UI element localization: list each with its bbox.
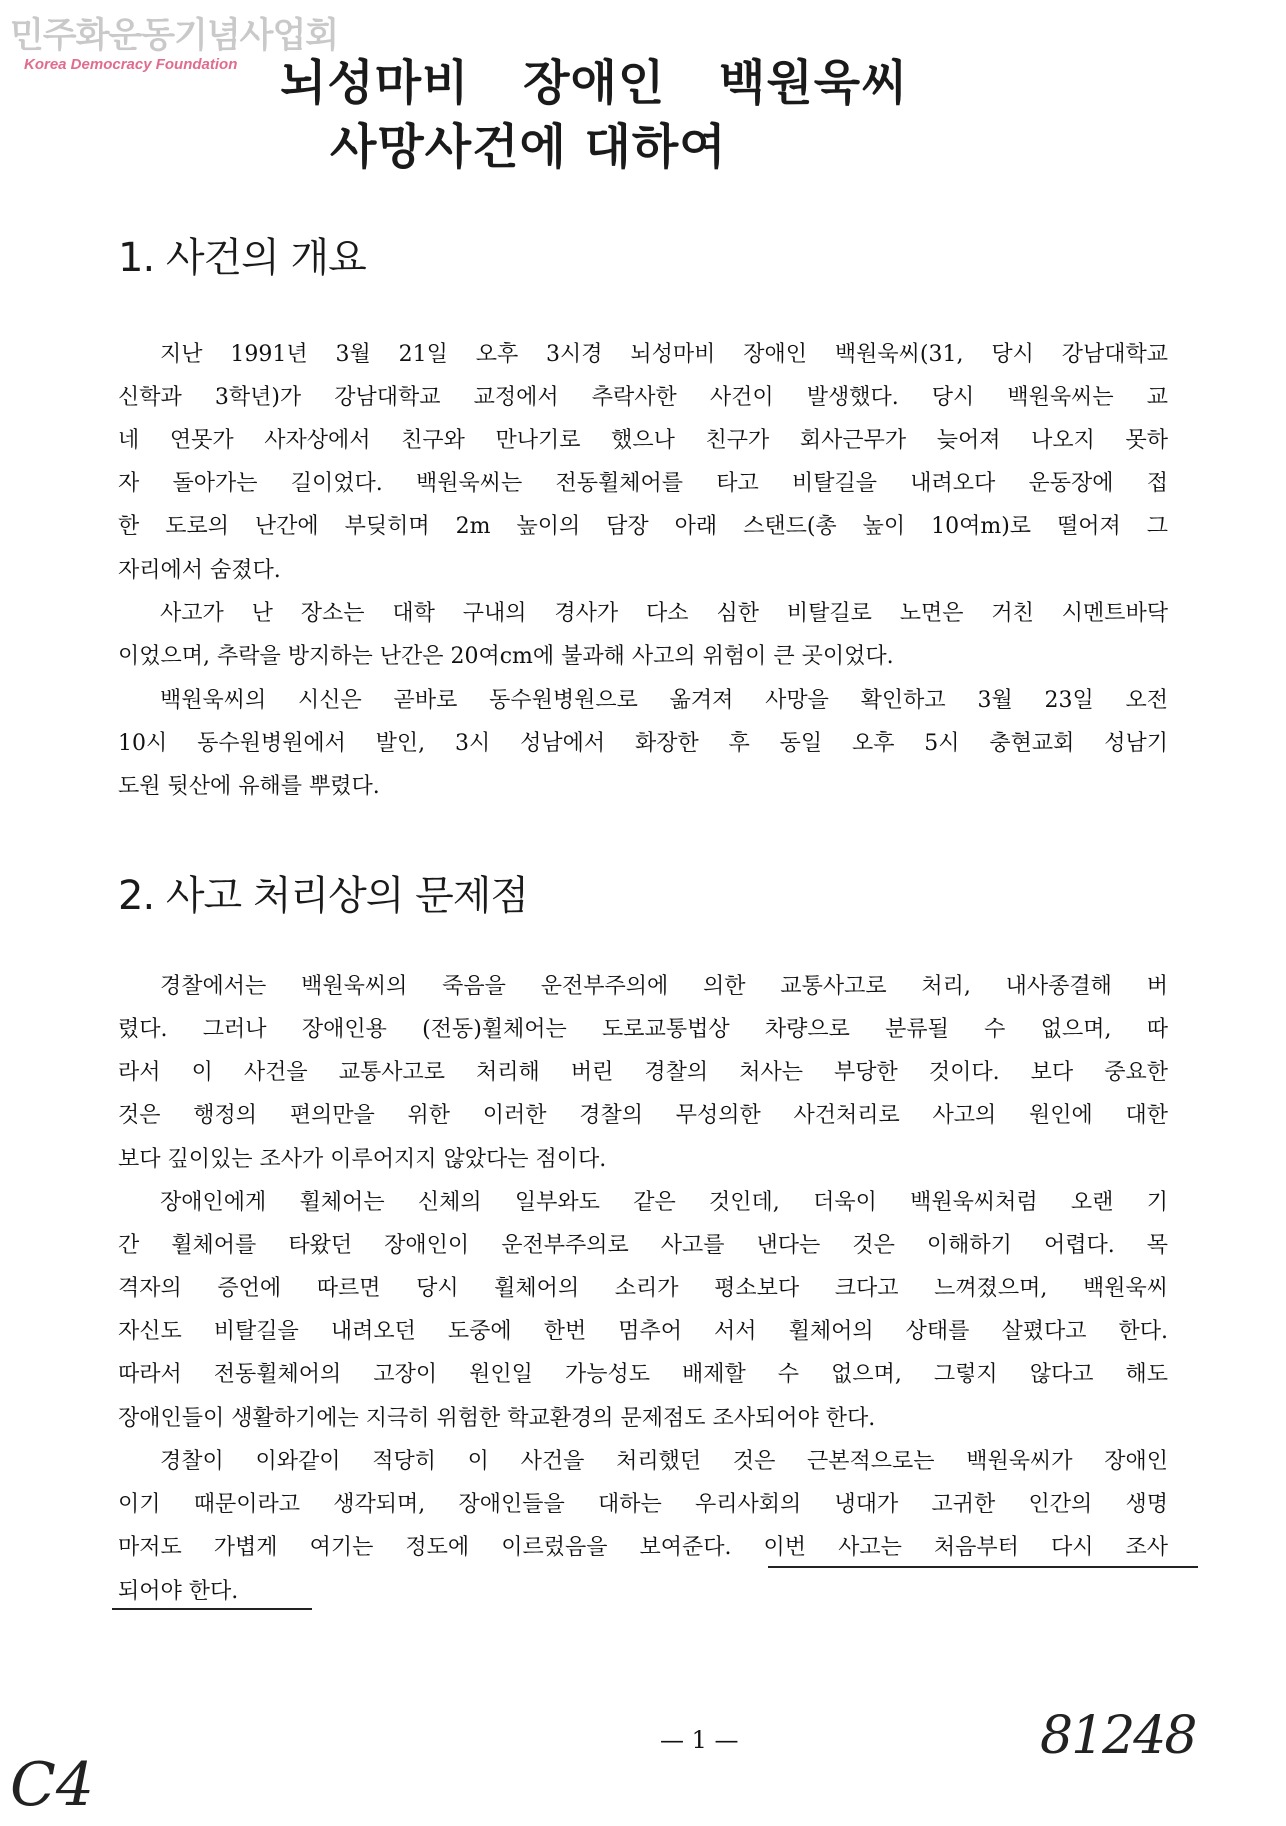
paragraph-line: 자 돌아가는 길이었다. 백원욱씨는 전동휠체어를 타고 비탈길을 내려오다 운동장에 접 xyxy=(118,471,1168,496)
paragraph-line: 보다 깊이있는 조사가 이루어지지 않았다는 점이다. xyxy=(118,1147,607,1172)
document-title-line-1: 뇌성마비 장애인 백원욱씨 xyxy=(280,55,909,111)
paragraph-line: 장애인에게 휠체어는 신체의 일부와도 같은 것인데, 더욱이 백원욱씨처럼 오랜 기 xyxy=(160,1190,1168,1215)
paragraph-line: 경찰에서는 백원욱씨의 죽음을 운전부주의에 의한 교통사고로 처리, 내사종결해 버 xyxy=(160,974,1168,999)
watermark-korean: 민주화운동기념사업회 xyxy=(10,16,339,56)
handwritten-document-code: 81248 xyxy=(1040,1706,1196,1766)
section-1-heading: 1. 사건의 개요 xyxy=(118,235,366,281)
paragraph-line: 것은 행정의 편의만을 위한 이러한 경찰의 무성의한 사건처리로 사고의 원인에 대한 xyxy=(118,1103,1168,1128)
section-2-heading: 2. 사고 처리상의 문제점 xyxy=(118,873,529,919)
paragraph-line: 경찰이 이와같이 적당히 이 사건을 처리했던 것은 근본적으로는 백원욱씨가 장애인 xyxy=(160,1449,1168,1474)
paragraph-line: 네 연못가 사자상에서 친구와 만나기로 했으나 친구가 회사근무가 늦어져 나오지 못하 xyxy=(118,428,1168,453)
handwritten-corner-mark: C4 xyxy=(10,1750,95,1820)
handwritten-underline xyxy=(112,1608,312,1610)
page-number: — 1 — xyxy=(660,1726,739,1754)
paragraph-line: 격자의 증언에 따르면 당시 휠체어의 소리가 평소보다 크다고 느껴졌으며, 백원욱씨 xyxy=(118,1276,1168,1301)
document-title-line-2: 사망사건에 대하여 xyxy=(330,119,727,175)
paragraph-line: 자리에서 숨졌다. xyxy=(118,558,281,583)
paragraph-line: 사고가 난 장소는 대학 구내의 경사가 다소 심한 비탈길로 노면은 거친 시멘트바닥 xyxy=(160,601,1168,626)
paragraph-line: 한 도로의 난간에 부딪히며 2m 높이의 담장 아래 스탠드(총 높이 10여m)로 떨어져 그 xyxy=(118,514,1168,539)
paragraph-line: 장애인들이 생활하기에는 지극히 위험한 학교환경의 문제점도 조사되어야 한다. xyxy=(118,1406,876,1431)
paragraph-line: 이었으며, 추락을 방지하는 난간은 20여cm에 불과해 사고의 위험이 큰 곳이었다. xyxy=(118,644,894,669)
paragraph-line: 10시 동수원병원에서 발인, 3시 성남에서 화장한 후 동일 오후 5시 충현교회 성남기 xyxy=(118,731,1168,756)
paragraph-line: 도원 뒷산에 유해를 뿌렸다. xyxy=(118,774,380,799)
watermark-english: Korea Democracy Foundation xyxy=(24,56,238,73)
paragraph-line: 되어야 한다. xyxy=(118,1579,239,1604)
paragraph-line: 라서 이 사건을 교통사고로 처리해 버린 경찰의 처사는 부당한 것이다. 보다 중요한 xyxy=(118,1060,1168,1085)
paragraph-line: 렸다. 그러나 장애인용 (전동)휠체어는 도로교통법상 차량으로 분류될 수 없으며, 따 xyxy=(118,1017,1168,1042)
paragraph-line: 신학과 3학년)가 강남대학교 교정에서 추락사한 사건이 발생했다. 당시 백원욱씨는 교 xyxy=(118,385,1168,410)
paragraph-line: 따라서 전동휠체어의 고장이 원인일 가능성도 배제할 수 없으며, 그렇지 않다고 해도 xyxy=(118,1362,1168,1387)
paragraph-line: 간 휠체어를 타왔던 장애인이 운전부주의로 사고를 낸다는 것은 이해하기 어렵다. 목 xyxy=(118,1233,1168,1258)
paragraph-line: 자신도 비탈길을 내려오던 도중에 한번 멈추어 서서 휠체어의 상태를 살폈다고 한다. xyxy=(118,1319,1168,1344)
paragraph-line: 마저도 가볍게 여기는 정도에 이르렀음을 보여준다. 이번 사고는 처음부터 다시 조사 xyxy=(118,1535,1168,1560)
paragraph-line: 백원욱씨의 시신은 곧바로 동수원병원으로 옮겨져 사망을 확인하고 3월 23일 오전 xyxy=(160,688,1168,713)
paragraph-line: 지난 1991년 3월 21일 오후 3시경 뇌성마비 장애인 백원욱씨(31, 당시 강남대학교 xyxy=(160,342,1168,367)
paragraph-line: 이기 때문이라고 생각되며, 장애인들을 대하는 우리사회의 냉대가 고귀한 인간의 생명 xyxy=(118,1492,1168,1517)
handwritten-underline xyxy=(768,1566,1198,1568)
